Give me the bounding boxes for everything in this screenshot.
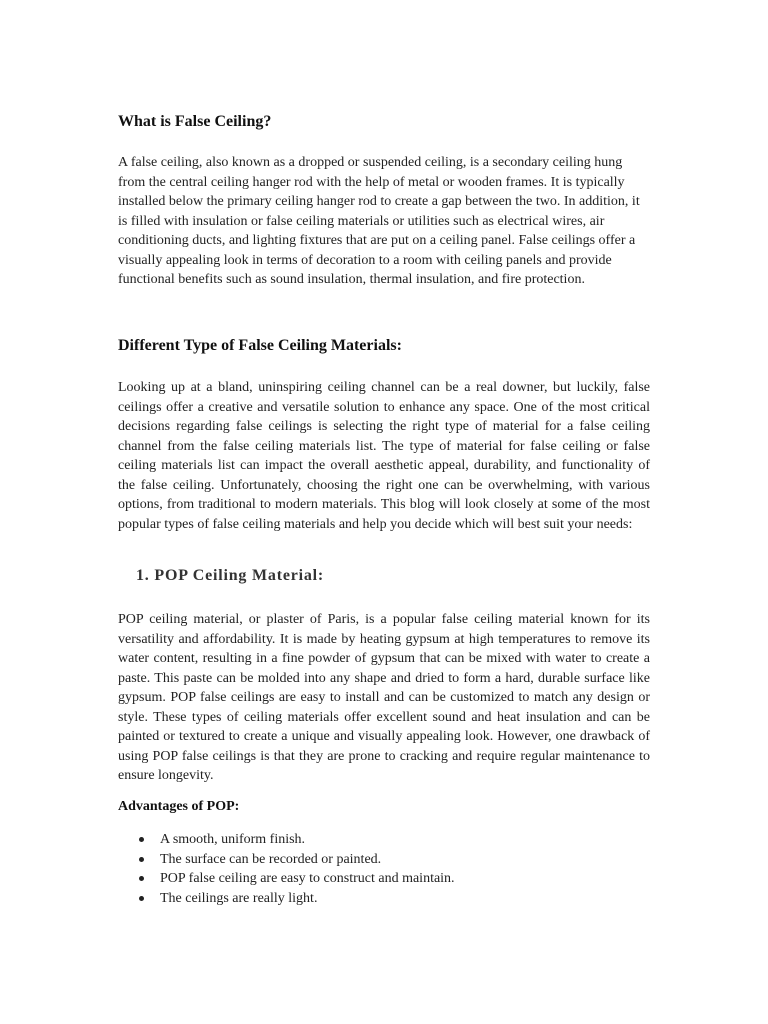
advantages-heading: Advantages of POP:	[118, 799, 240, 814]
list-item: The surface can be recorded or painted.	[118, 850, 455, 870]
section-heading-material-types: Different Type of False Ceiling Materials:	[118, 337, 402, 354]
list-item: The ceilings are really light.	[118, 889, 455, 909]
bullet-icon	[139, 876, 144, 881]
bullet-icon	[139, 837, 144, 842]
paragraph-material-types-intro: Looking up at a bland, uninspiring ceiling channel can be a real downer, but luckily, false ceilings offer a creative and versatile solution to enhance any space. One of the most critical decisions regarding false ceilings is selecting the right type of material for a false ceiling channel from the false ceiling materials list. The type of material for false ceiling or false ceiling materials list can impact the overall aesthetic appeal, durability, and functionality of the false ceiling. Unfortunately, choosing the right one can be overwhelming, with various options, from traditional to modern materials. This blog will look closely at some of the most popular types of false ceiling materials and help you decide which will best suit your needs:	[118, 380, 650, 532]
paragraph-pop-ceiling-description: POP ceiling material, or plaster of Paris, is a popular false ceiling material known for its versatility and affordability. It is made by heating gypsum at high temperatures to remove its water content, resulting in a fine powder of gypsum that can be mixed with water to create a paste. This paste can be molded into any shape and dried to form a hard, durable surface like gypsum. POP false ceilings are easy to install and can be customized to match any design or style. These types of ceiling materials offer excellent sound and heat insulation and can be painted or textured to create a unique and visually appealing look. However, one drawback of using POP false ceilings is that they are prone to cracking and require regular maintenance to ensure longevity.	[118, 612, 650, 783]
paragraph-false-ceiling-definition: A false ceiling, also known as a dropped or suspended ceiling, is a secondary ceiling hung from the central ceiling hanger rod with the help of metal or wooden frames. It is typically installed below the primary ceiling hanger rod to create a gap between the two. In addition, it is filled with insulation or false ceiling materials or utilities such as electrical wires, air conditioning ducts, and lighting fixtures that are put on a ceiling panel. False ceilings offer a visually appealing look in terms of decoration to a room with ceiling panels and provide functional benefits such as sound insulation, thermal insulation, and fire protection.	[118, 155, 640, 287]
bullet-icon	[139, 896, 144, 901]
list-item: POP false ceiling are easy to construct and maintain.	[118, 869, 455, 889]
advantages-list	[118, 830, 455, 908]
bullet-icon	[139, 857, 144, 862]
list-item: A smooth, uniform finish.	[118, 830, 455, 850]
section-heading-what-is-false-ceiling: What is False Ceiling?	[118, 113, 272, 130]
subsection-heading-pop-ceiling: 1. POP Ceiling Material:	[136, 567, 325, 584]
